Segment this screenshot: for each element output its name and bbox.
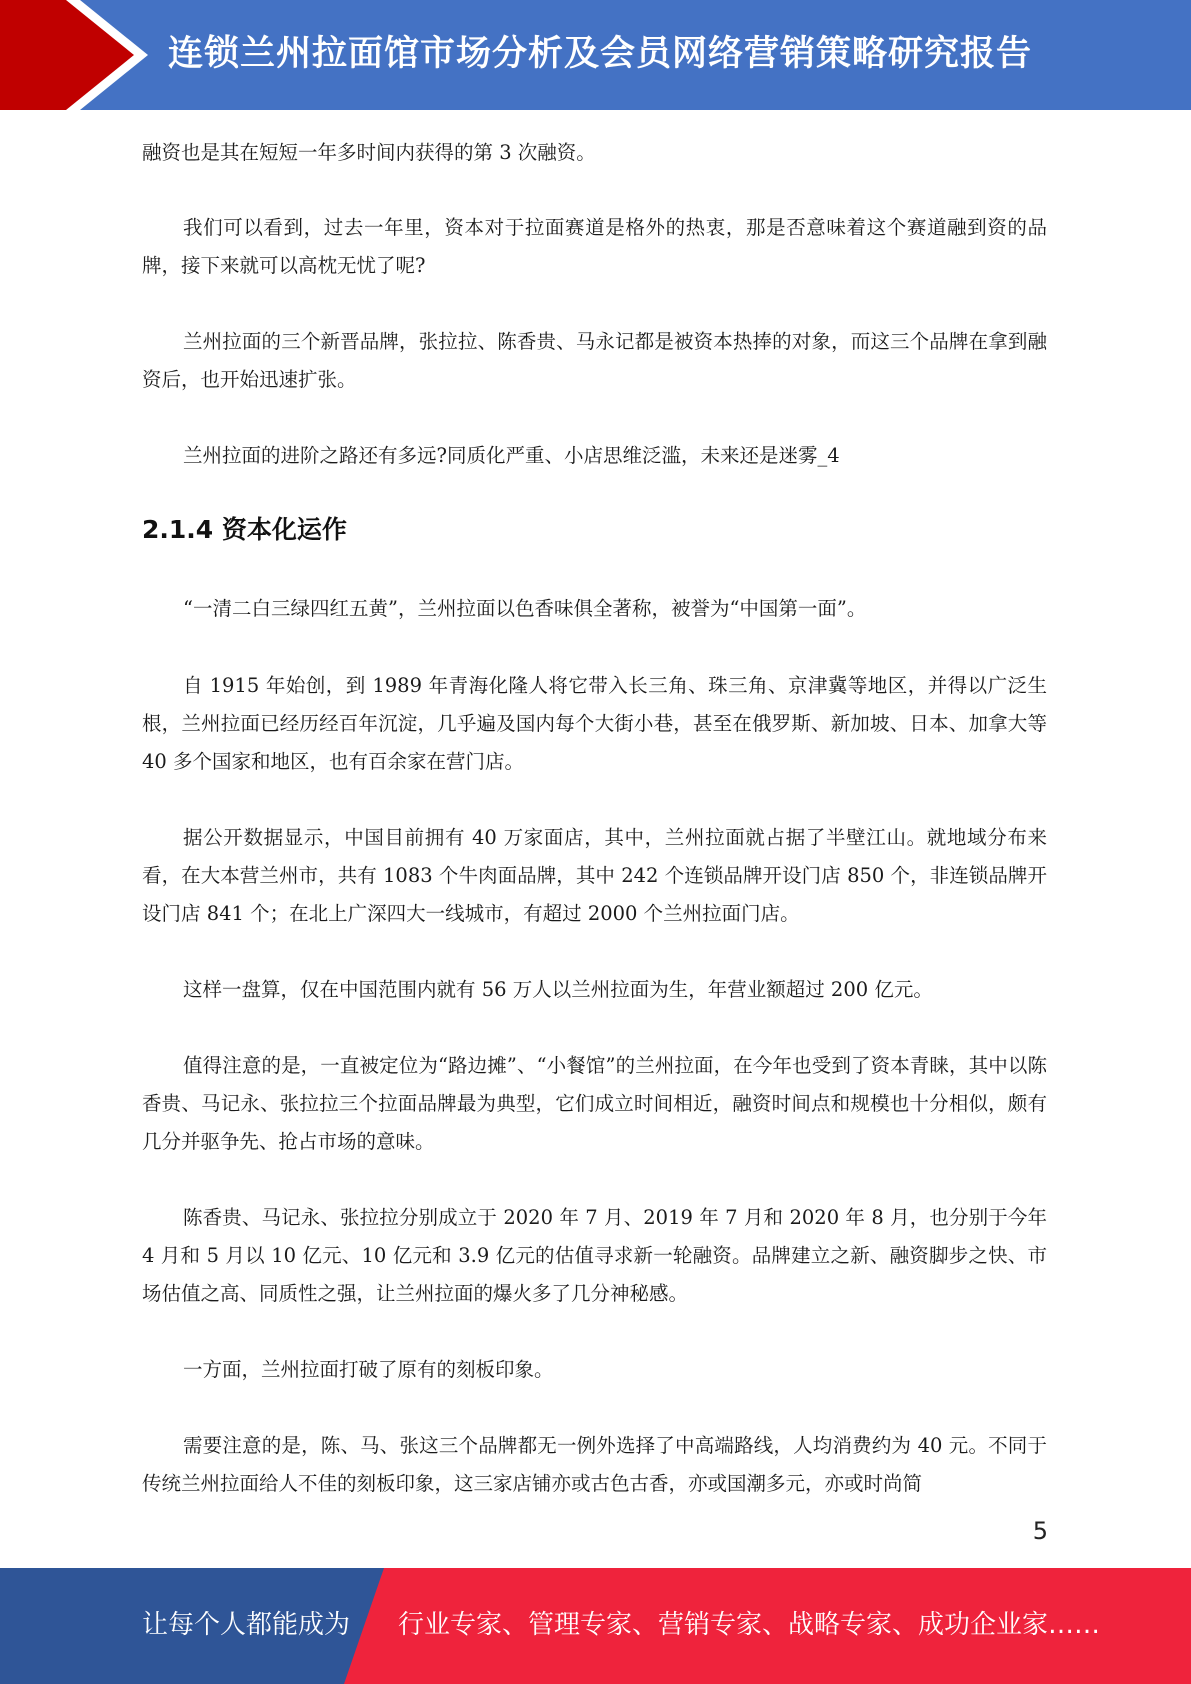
footer-slogan-right: 行业专家、管理专家、营销专家、战略专家、成功企业家…… xyxy=(398,1610,1101,1640)
paragraph: 陈香贵、马记永、张拉拉分别成立于 2020 年 7 月、2019 年 7 月和 2020 年 8 月，也分别于今年 4 月和 5 月以 10 亿元、10 亿元和 3.9 亿元的估值寻求新一轮融资。品牌建立之新、融资脚步之快、市场估值之高、同质性之强，让兰州拉面的爆火多了几分神秘感。 xyxy=(142,1206,1047,1305)
paragraph: 值得注意的是，一直被定位为“路边摊”、“小餐馆”的兰州拉面，在今年也受到了资本青睐，其中以陈香贵、马记永、张拉拉三个拉面品牌最为典型，它们成立时间相近，融资时间点和规模也十分相似，颇有几分并驱争先、抢占市场的意味。 xyxy=(142,1054,1047,1153)
paragraph: 兰州拉面的进阶之路还有多远?同质化严重、小店思维泛滥，未来还是迷雾_4 xyxy=(183,444,840,467)
section-heading: 2.1.4 资本化运作 xyxy=(142,515,347,544)
header-banner xyxy=(0,0,1191,110)
paragraph: 融资也是其在短短一年多时间内获得的第 3 次融资。 xyxy=(142,141,596,164)
footer-banner xyxy=(0,1568,1191,1684)
paragraph: 据公开数据显示，中国目前拥有 40 万家面店，其中，兰州拉面就占据了半壁江山。就地域分布来看，在大本营兰州市，共有 1083 个牛肉面品牌，其中 242 个连锁品牌开设门店 850 个，非连锁品牌开设门店 841 个；在北上广深四大一线城市，有超过 2000 个兰州拉面门店。 xyxy=(142,826,1047,925)
paragraph: 需要注意的是，陈、马、张这三个品牌都无一例外选择了中高端路线，人均消费约为 40 元。不同于传统兰州拉面给人不佳的刻板印象，这三家店铺亦或古色古香，亦或国潮多元，亦或时尚简 xyxy=(142,1434,1047,1495)
footer-slogan-left: 让每个人都能成为 xyxy=(142,1610,351,1640)
paragraph: 一方面，兰州拉面打破了原有的刻板印象。 xyxy=(183,1358,554,1381)
report-title: 连锁兰州拉面馆市场分析及会员网络营销策略研究报告 xyxy=(168,34,1033,74)
paragraph: 自 1915 年始创，到 1989 年青海化隆人将它带入长三角、珠三角、京津冀等地区，并得以广泛生根，兰州拉面已经历经百年沉淀，几乎遍及国内每个大街小巷，甚至在俄罗斯、新加坡、日本、加拿大等 40 多个国家和地区，也有百余家在营门店。 xyxy=(142,674,1047,773)
page-number: 5 xyxy=(1032,1517,1048,1545)
paragraph: 这样一盘算，仅在中国范围内就有 56 万人以兰州拉面为生，年营业额超过 200 亿元。 xyxy=(183,978,933,1001)
paragraph: “一清二白三绿四红五黄”，兰州拉面以色香味俱全著称，被誉为“中国第一面”。 xyxy=(183,597,867,620)
paragraph: 兰州拉面的三个新晋品牌，张拉拉、陈香贵、马永记都是被资本热捧的对象，而这三个品牌在拿到融资后，也开始迅速扩张。 xyxy=(142,330,1047,391)
paragraph: 我们可以看到，过去一年里，资本对于拉面赛道是格外的热衷，那是否意味着这个赛道融到资的品牌，接下来就可以高枕无忧了呢? xyxy=(142,216,1047,277)
